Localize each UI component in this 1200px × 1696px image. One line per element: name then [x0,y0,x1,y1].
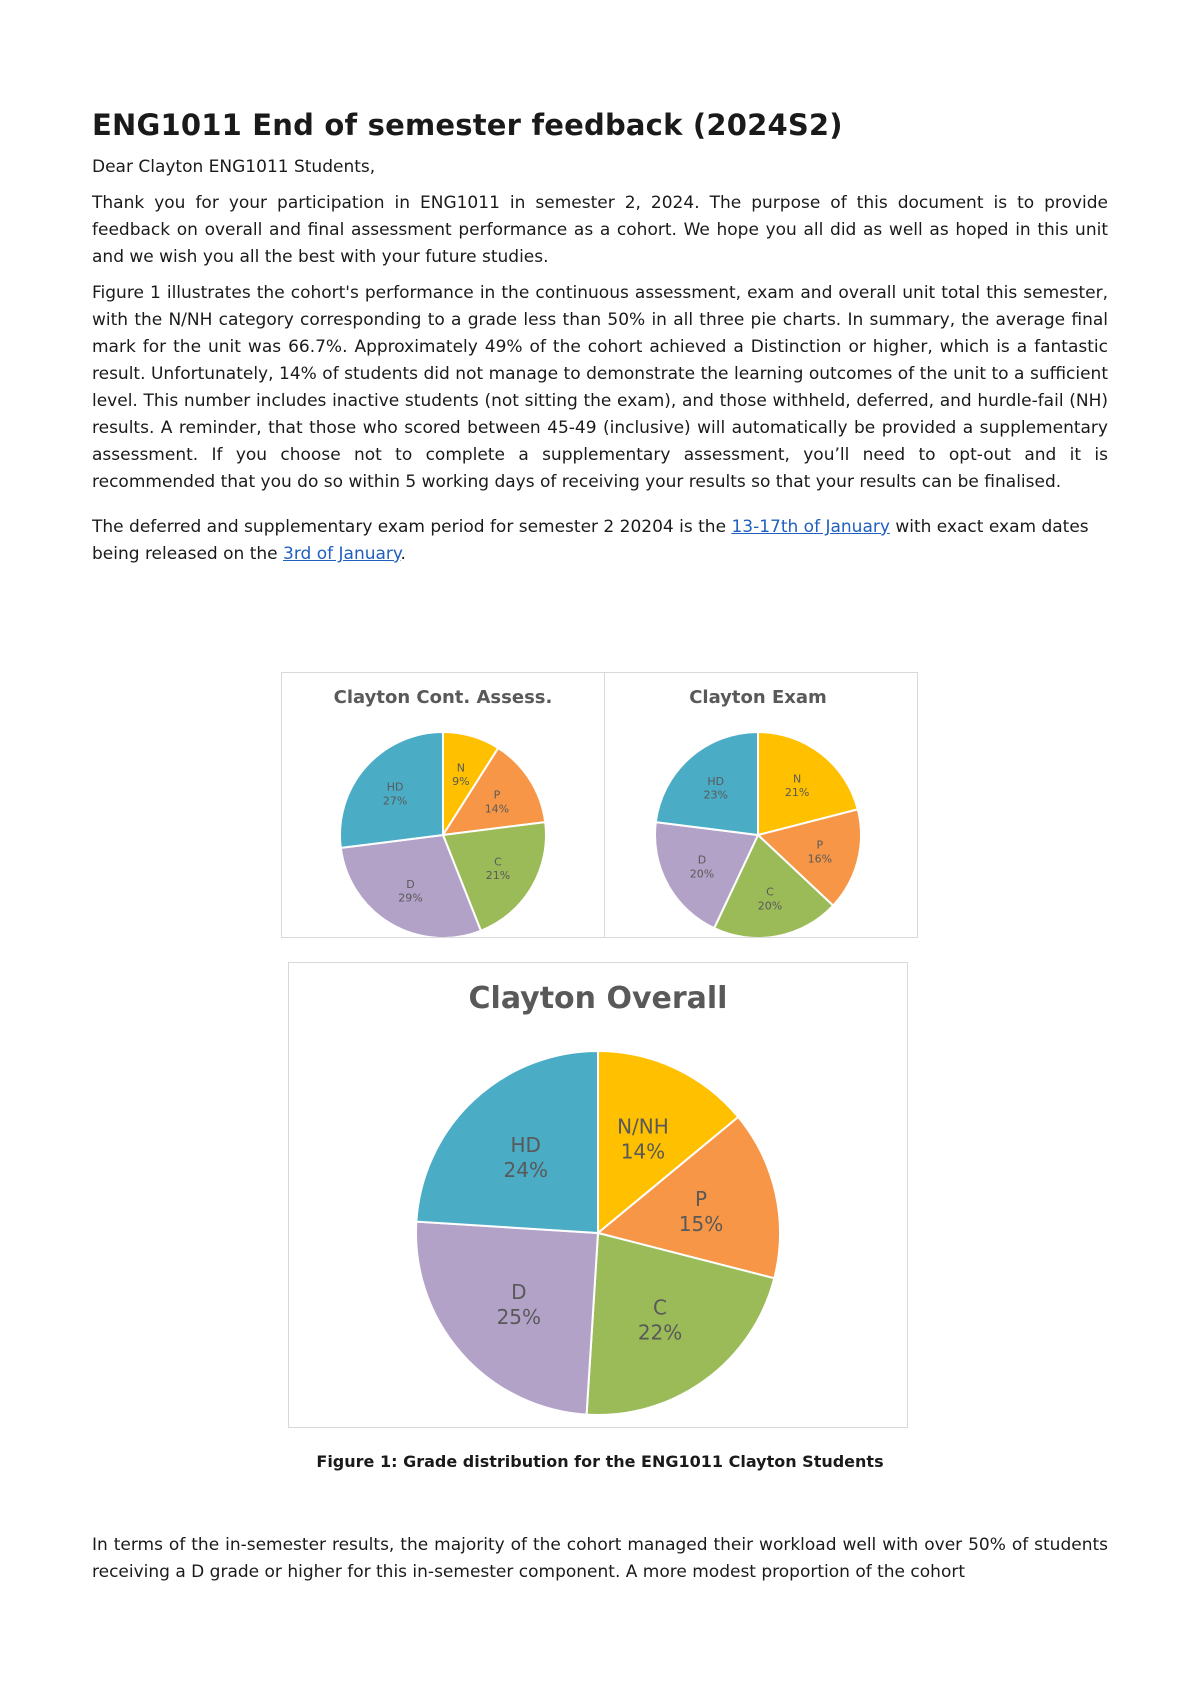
slice-label-p: P 14% [484,788,510,816]
slice-label-n: N 9% [452,761,470,789]
slice-label-hd: HD 23% [703,774,728,802]
document-title: ENG1011 End of semester feedback (2024S2) [92,108,843,142]
chart-title: Clayton Overall [468,981,728,1016]
exam-period-link[interactable]: 13-17th of January [731,517,890,537]
document-body [92,108,1108,577]
greeting: Dear Clayton ENG1011 Students, [92,157,376,177]
cont-assess-chart [281,672,605,938]
figure-caption: Figure 1: Grade distribution for the ENG1011 Clayton Students [316,1452,884,1471]
slice-label-d: D 29% [398,877,423,905]
slice-label-hd: HD 24% [503,1133,548,1183]
in-semester-paragraph: In terms of the in-semester results, the majority of the cohort managed their workload well with over 50% of students receiving a D grade or higher for this in-semester component. A more modest proportion of the cohort [92,1535,1108,1582]
exam-chart [604,672,918,938]
slice-label-c: C 22% [637,1295,683,1345]
exam-period-text-2: with exact exam dates being released on the [92,517,1089,564]
slice-label-c: C 21% [485,855,511,883]
overall-chart [288,962,908,1428]
overall-pie-svg [289,963,907,1427]
slice-label-c: C 20% [757,885,783,913]
exam-period-paragraph [92,514,1108,568]
exam-pie-svg [605,673,917,937]
release-date-link[interactable]: 3rd of January [283,544,401,564]
cont-assess-pie-svg [282,673,604,937]
chart-title: Clayton Exam [689,687,827,708]
slice-label-n: N 21% [784,772,810,800]
chart-title: Clayton Cont. Assess. [333,687,553,708]
intro-paragraph: Thank you for your participation in ENG1011 in semester 2, 2024. The purpose of this document is to provide feedback on overall and final assessment performance as a cohort. We hope you all did as well as hoped in this unit and we wish you all the best with your future studies. [92,193,1108,267]
exam-period-text-3: . [400,544,406,564]
summary-paragraph: Figure 1 illustrates the cohort's performance in the continuous assessment, exam and overall unit total this semester, with the N/NH category corresponding to a grade less than 50% in all three pie charts. In summary, the average final mark for the unit was 66.7%. Approximately 49% of the cohort achieved a Distinction or higher, which is a fantastic result. Unfortunately, 14% of students did not manage to demonstrate the learning outcomes of the unit to a sufficient level. This number includes inactive students (not sitting the exam), and those withheld, deferred, and hurdle-fail (NH) results. A reminder, that those who scored between 45-49 (inclusive) will automatically be provided a supplementary assessment. If you choose not to complete a supplementary assessment, you’ll need to opt-out and it is recommended that you do so within 5 working days of receiving your results so that your results can be finalised. [92,283,1108,492]
slice-label-d: D 25% [496,1279,542,1329]
exam-period-text-1: The deferred and supplementary exam period for semester 2 20204 is the [92,517,732,537]
slice-label-p: P 15% [678,1186,724,1236]
slice-label-d: D 20% [689,853,715,881]
slice-label-p: P 16% [807,838,833,866]
slice-label-hd: HD 27% [382,780,408,808]
slice-label-n: N/NH 14% [617,1114,669,1164]
pie-slice-hd [416,1051,598,1233]
